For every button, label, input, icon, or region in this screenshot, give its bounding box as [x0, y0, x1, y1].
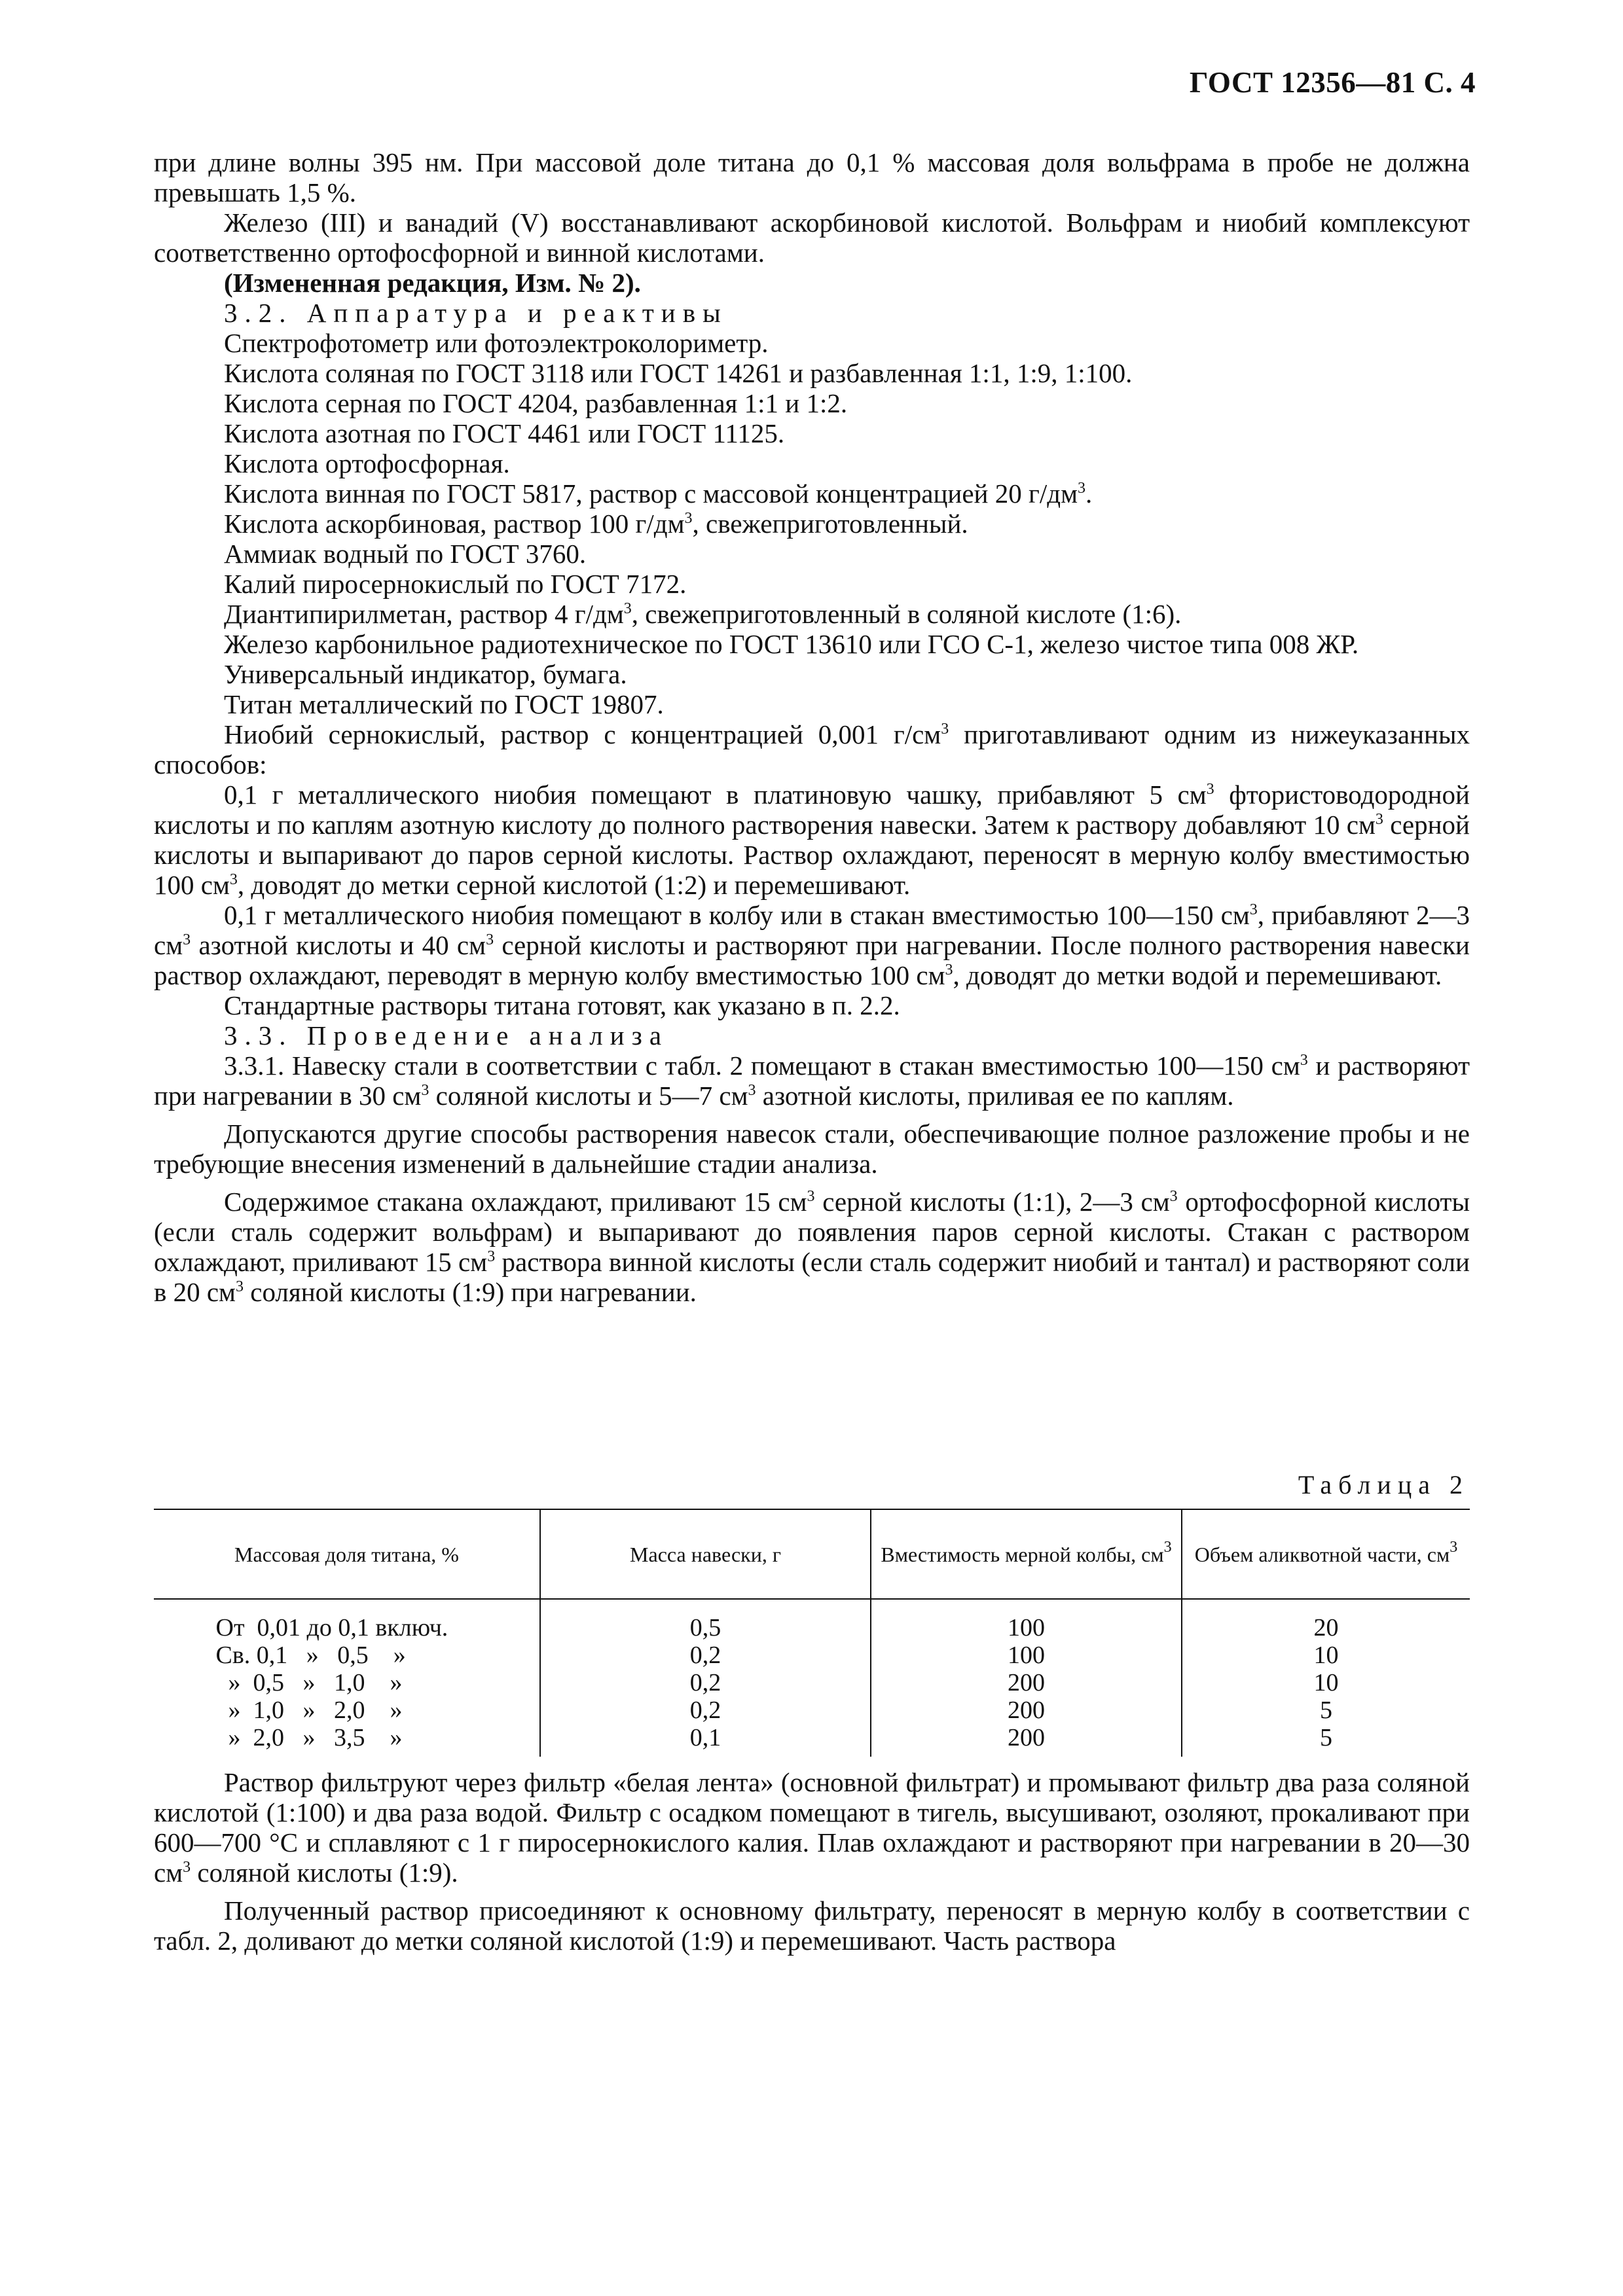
paragraph: Спектрофотометр или фотоэлектроколориметр. — [224, 328, 769, 358]
cell-mass: 0,2 — [540, 1669, 871, 1696]
body-text-top — [154, 147, 1470, 1307]
cell-aliquot: 20 — [1313, 1614, 1339, 1641]
cell-range: Св. 0,1 » 0,5 » — [154, 1641, 540, 1669]
paragraph: Железо (III) и ванадий (V) восстанавливают аскорбиновой кислотой. Вольфрам и ниобий комплексуют соответственно ортофосфорной и винной кислотами. — [154, 207, 1470, 268]
table-row — [154, 1696, 1470, 1724]
paragraph: Кислота аскорбиновая, раствор 100 $г/дм^3$, свежеприготовленный. — [224, 509, 968, 539]
cell-aliquot: 5 — [1320, 1724, 1332, 1751]
amendment-note: (Измененная редакция, Изм. № 2). — [224, 268, 641, 298]
cell-volume: 200 — [871, 1669, 1182, 1696]
cell-mass: 0,2 — [540, 1696, 871, 1724]
paragraph: Кислота серная по ГОСТ 4204, разбавленная 1:1 и 1:2. — [224, 388, 848, 418]
paragraph: Ниобий сернокислый, раствор с концентрацией 0,001 $г/см^3$ приготавливают одним из нижеуказанных способов: — [154, 719, 1470, 780]
paragraph: Допускаются другие способы растворения навесок стали, обеспечивающие полное разложение пробы и не требующие внесения изменений в дальнейшие стадии анализа. — [154, 1119, 1470, 1179]
cell-range: » 1,0 » 2,0 » — [154, 1696, 540, 1724]
cell-range: » 2,0 » 3,5 » — [154, 1724, 540, 1757]
paragraph: Кислота винная по ГОСТ 5817, раствор с массовой концентрацией 20 $г/дм^3$. — [224, 478, 1093, 509]
paragraph: Универсальный индикатор, бумага. — [224, 659, 627, 689]
cell-mass: 0,1 — [540, 1724, 871, 1757]
paragraph: Железо карбонильное радиотехническое по ГОСТ 13610 или ГСО С-1, железо чистое типа 008 ЖР. — [224, 629, 1359, 659]
table-caption: Таблица 2 — [1298, 1470, 1469, 1499]
paragraph: Титан металлический по ГОСТ 19807. — [224, 689, 664, 719]
page-header: ГОСТ 12356—81 С. 4 — [1189, 66, 1476, 99]
table-row — [154, 1724, 1470, 1757]
paragraph: Стандартные растворы титана готовят, как указано в п. 2.2. — [224, 990, 900, 1020]
column-header-titanium-fraction: Массовая доля титана, % — [154, 1509, 540, 1599]
cell-mass: 0,5 — [540, 1599, 871, 1641]
cell-mass: 0,2 — [540, 1641, 871, 1669]
paragraph: Калий пиросернокислый по ГОСТ 7172. — [224, 569, 687, 599]
data-table — [154, 1509, 1470, 1757]
column-header-sample-mass: Масса навески, г — [540, 1509, 871, 1599]
cell-aliquot: 10 — [1313, 1669, 1339, 1696]
cell-volume: 100 — [871, 1641, 1182, 1669]
table-row — [154, 1599, 1470, 1641]
paragraph: Полученный раствор присоединяют к основному фильтрату, переносят в мерную колбу в соответствии с табл. 2, доливают до метки соляной кислотой (1:9) и перемешивают. Часть раствора — [154, 1895, 1470, 1956]
paragraph: 0,1 г металлического ниобия помещают в колбу или в стакан вместимостью 100—150 $см^3$, прибавляют 2—3 $см^3$ азотной кислоты и 40 $см^3$ серной кислоты и растворяют при нагревании. После полного растворения навески раствор охлаждают, переводят в мерную колбу вместимостью 100 $см^3$, доводят до метки водой и перемешивают. — [154, 900, 1470, 990]
cell-aliquot: 10 — [1313, 1641, 1339, 1669]
paragraph: 0,1 г металлического ниобия помещают в платиновую чашку, прибавляют 5 $см^3$ фтористоводородной кислоты и по каплям азотную кислоту до полного растворения навески. Затем к раствору добавляют 10 $см^3$ серной кислоты и выпаривают до паров серной кислоты. Раствор охлаждают, переносят в мерную колбу вместимостью 100 $см^3$, доводят до метки серной кислотой (1:2) и перемешивают. — [154, 780, 1470, 900]
paragraph: 3.3.1. Навеску стали в соответствии с табл. 2 помещают в стакан вместимостью 100—150 $см^3$ и растворяют при нагревании в 30 $см^3$ соляной кислоты и 5—7 $см^3$ азотной кислоты, приливая ее по каплям. — [154, 1050, 1470, 1111]
section-heading: 3.2. Аппаратура и реактивы — [224, 298, 728, 328]
paragraph: Раствор фильтруют через фильтр «белая лента» (основной фильтрат) и промывают фильтр два раза соляной кислотой (1:100) и два раза водой. Фильтр с осадком помещают в тигель, высушивают, озоляют, прокаливают при 600—700 °С и сплавляют с 1 г пиросернокислого калия. Плав охлаждают и растворяют при нагревании в 20—30 $см^3$ соляной кислоты (1:9). — [154, 1767, 1470, 1888]
paragraph: Кислота соляная по ГОСТ 3118 или ГОСТ 14261 и разбавленная 1:1, 1:9, 1:100. — [224, 358, 1133, 388]
paragraph: Кислота азотная по ГОСТ 4461 или ГОСТ 11125. — [224, 418, 785, 448]
cell-volume: 200 — [871, 1724, 1182, 1757]
table-row — [154, 1669, 1470, 1696]
paragraph: Кислота ортофосфорная. — [224, 448, 510, 478]
paragraph: при длине волны 395 нм. При массовой доле титана до 0,1 % массовая доля вольфрама в пробе не должна превышать 1,5 %. — [154, 147, 1470, 207]
paragraph: Диантипирилметан, раствор 4 $г/дм^3$, свежеприготовленный в соляной кислоте (1:6). — [224, 599, 1182, 629]
paragraph: Содержимое стакана охлаждают, приливают 15 $см^3$ серной кислоты (1:1), 2—3 $см^3$ ортофосфорной кислоты (если сталь содержит вольфрам) и выпаривают до появления паров серной кислоты. Стакан с раствором охлаждают, приливают 15 $см^3$ раствора винной кислоты (если сталь содержит ниобий и тантал) и растворяют соли в 20 $см^3$ соляной кислоты (1:9) при нагревании. — [154, 1187, 1470, 1307]
body-text-bottom — [154, 1767, 1470, 1956]
cell-volume: 200 — [871, 1696, 1182, 1724]
column-header-flask-volume: Вместимость мерной колбы, $см^3$ — [871, 1509, 1182, 1599]
cell-range: От 0,01 до 0,1 включ. — [154, 1599, 540, 1641]
section-heading: 3.3. Проведение анализа — [224, 1020, 669, 1050]
cell-aliquot: 5 — [1320, 1696, 1332, 1724]
cell-volume: 100 — [871, 1599, 1182, 1641]
column-header-aliquot-volume: Объем аликвотной части, $см^3$ — [1182, 1509, 1470, 1599]
cell-range: » 0,5 » 1,0 » — [154, 1669, 540, 1696]
paragraph: Аммиак водный по ГОСТ 3760. — [224, 539, 587, 569]
table-2 — [154, 1509, 1470, 1757]
table-row — [154, 1641, 1470, 1669]
